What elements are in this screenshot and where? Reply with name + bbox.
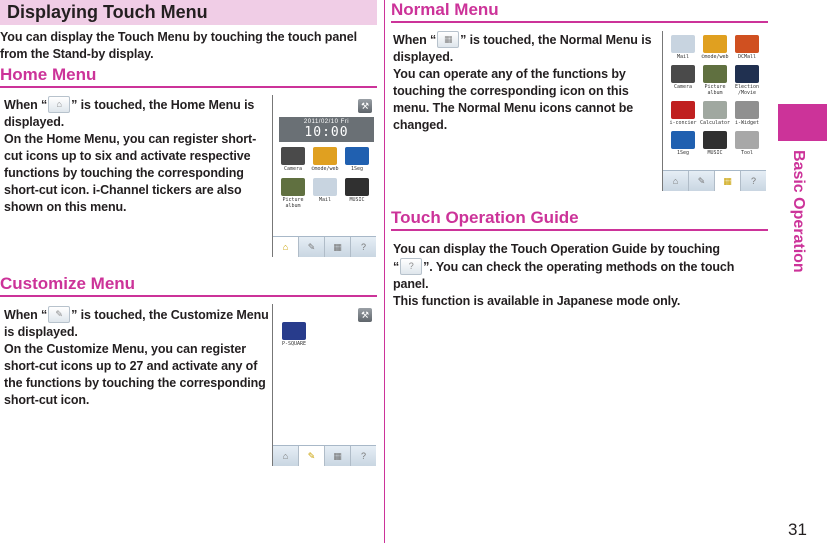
camera-icon (671, 65, 695, 83)
page-number: 31 (788, 520, 807, 539)
app-label: i-Widget (734, 120, 760, 126)
tab-home[interactable]: ⌂ (273, 237, 299, 257)
chapter-label: Basic Operation (790, 150, 807, 273)
text-fragment: On the Customize Menu, you can register short-cut icons up to 27 and activate any of the functions by touching the corresponding short-cut icon. (4, 342, 266, 407)
video-camera-icon (735, 65, 759, 83)
calculator-icon (703, 101, 727, 119)
column-divider (384, 0, 385, 543)
date-label: 2011/02/10 Fri (303, 119, 350, 125)
normal-menu-tab-icon (437, 31, 459, 48)
wrench-icon[interactable]: ⚒ (358, 99, 372, 113)
chapter-tab-marker (778, 104, 827, 141)
tab-customize[interactable]: ✎ (689, 171, 715, 191)
touch-menu-tabbar (273, 445, 376, 465)
app-label: P-SQUARE (281, 341, 307, 347)
tv-icon (345, 147, 369, 165)
tab-normal[interactable]: ▦ (325, 237, 351, 257)
app-shortcut[interactable] (731, 101, 763, 126)
p-square-icon (282, 322, 306, 340)
mail-icon (671, 35, 695, 53)
home-menu-heading: Home Menu (0, 65, 377, 88)
tab-normal[interactable]: ▦ (325, 446, 351, 466)
customize-app-grid (279, 322, 309, 347)
app-shortcut[interactable] (699, 101, 731, 126)
app-shortcut[interactable] (667, 65, 699, 96)
picture-album-icon (281, 178, 305, 196)
tv-icon (671, 131, 695, 149)
app-label: Camera (283, 166, 303, 172)
app-shortcut[interactable] (731, 35, 763, 60)
app-label: Mail (318, 197, 332, 203)
customize-menu-description (4, 306, 270, 409)
customize-glyph: ✎ (55, 309, 63, 319)
headphones-icon (703, 131, 727, 149)
home-glyph: ⌂ (56, 99, 62, 109)
text-fragment: “ (393, 260, 400, 274)
app-shortcut[interactable] (731, 65, 763, 96)
customize-menu-heading: Customize Menu (0, 274, 377, 297)
touch-menu-tabbar (663, 170, 766, 190)
app-shortcut[interactable] (279, 322, 309, 347)
app-label: 1Seg (676, 150, 690, 156)
tab-customize[interactable]: ✎ (299, 237, 325, 257)
i-concier-icon (671, 101, 695, 119)
app-label: Picture album (704, 84, 726, 96)
text-fragment: When “ (4, 98, 48, 112)
guide-tab-icon (400, 258, 422, 275)
touch-menu-tabbar (273, 236, 376, 256)
camera-icon (281, 147, 305, 165)
text-fragment: When “ (4, 308, 48, 322)
headphones-icon (345, 178, 369, 196)
time-label: 10:00 (304, 125, 349, 140)
app-shortcut[interactable] (277, 147, 309, 172)
app-label: i-concier (669, 120, 697, 126)
app-label: Picture album (282, 197, 304, 209)
app-label: MUSIC (349, 197, 365, 203)
text-fragment: This function is available in Japanese mode only. (393, 294, 681, 308)
app-label: ©mode/web (311, 166, 339, 172)
text-fragment: ” is touched, the Customize Menu is displayed. (4, 308, 269, 339)
app-shortcut[interactable] (731, 131, 763, 156)
app-shortcut[interactable] (341, 147, 373, 172)
app-label: ©mode/web (701, 54, 729, 60)
clock-widget (279, 117, 374, 142)
customize-tab-icon (48, 306, 70, 323)
app-shortcut[interactable] (667, 101, 699, 126)
home-menu-description (4, 96, 270, 216)
app-shortcut[interactable] (277, 178, 309, 209)
globe-icon (313, 147, 337, 165)
widget-icon (735, 101, 759, 119)
picture-album-icon (703, 65, 727, 83)
app-label: Tool (740, 150, 754, 156)
app-label: 1Seg (350, 166, 364, 172)
normal-menu-screen (662, 31, 766, 191)
app-shortcut[interactable] (341, 178, 373, 209)
text-fragment: On the Home Menu, you can register short-cut icons up to six and activate respective functions by touching the corresponding short-cut icon. i-Channel tickers are also shown on this menu. (4, 132, 257, 214)
text-fragment: ”. You can check the operating methods on the touch panel. (393, 260, 735, 291)
toolbox-icon (735, 131, 759, 149)
app-label: Calculator (699, 120, 731, 126)
globe-icon (703, 35, 727, 53)
app-shortcut[interactable] (309, 147, 341, 172)
tab-home[interactable]: ⌂ (273, 446, 299, 466)
tab-customize[interactable]: ✎ (299, 446, 325, 466)
home-app-grid (277, 147, 373, 209)
text-fragment: You can operate any of the functions by touching the corresponding icon on this menu. The Normal Menu icons cannot be changed. (393, 67, 634, 132)
customize-menu-screen (272, 304, 376, 466)
text-fragment: You can display the Touch Operation Guide by touching (393, 242, 720, 256)
guide-glyph: ? (408, 261, 414, 271)
intro-text: You can display the Touch Menu by touching the touch panel from the Stand-by display. (0, 30, 357, 61)
tab-guide[interactable]: ? (741, 171, 766, 191)
app-label: MUSIC (707, 150, 723, 156)
normal-menu-description (393, 31, 655, 134)
normal-app-grid (667, 35, 763, 156)
touch-guide-description (393, 241, 768, 310)
app-shortcut[interactable] (667, 35, 699, 60)
home-tab-icon (48, 96, 70, 113)
app-shortcut[interactable] (309, 178, 341, 209)
app-shortcut[interactable] (667, 131, 699, 156)
text-fragment: ” is touched, the Home Menu is displayed. (4, 98, 255, 129)
tab-normal[interactable]: ▦ (715, 171, 741, 191)
app-shortcut[interactable] (699, 65, 731, 96)
dcmall-icon (735, 35, 759, 53)
text-fragment: When “ (393, 33, 437, 47)
normal-glyph: ▦ (443, 34, 453, 44)
app-label: Mail (676, 54, 690, 60)
app-shortcut[interactable] (699, 35, 731, 60)
app-shortcut[interactable] (699, 131, 731, 156)
app-label: Election /Movie (734, 84, 760, 96)
tab-guide[interactable]: ? (351, 446, 376, 466)
tab-guide[interactable]: ? (351, 237, 376, 257)
tab-home[interactable]: ⌂ (663, 171, 689, 191)
home-menu-screen (272, 95, 376, 257)
page-title: Displaying Touch Menu (0, 0, 377, 25)
app-label: DCMall (737, 54, 757, 60)
mail-icon (313, 178, 337, 196)
app-label: Camera (673, 84, 693, 90)
wrench-icon[interactable]: ⚒ (358, 308, 372, 322)
text-fragment: ” is touched, the Normal Menu is displayed. (393, 33, 652, 64)
touch-guide-heading: Touch Operation Guide (391, 208, 768, 231)
normal-menu-heading: Normal Menu (391, 0, 768, 23)
